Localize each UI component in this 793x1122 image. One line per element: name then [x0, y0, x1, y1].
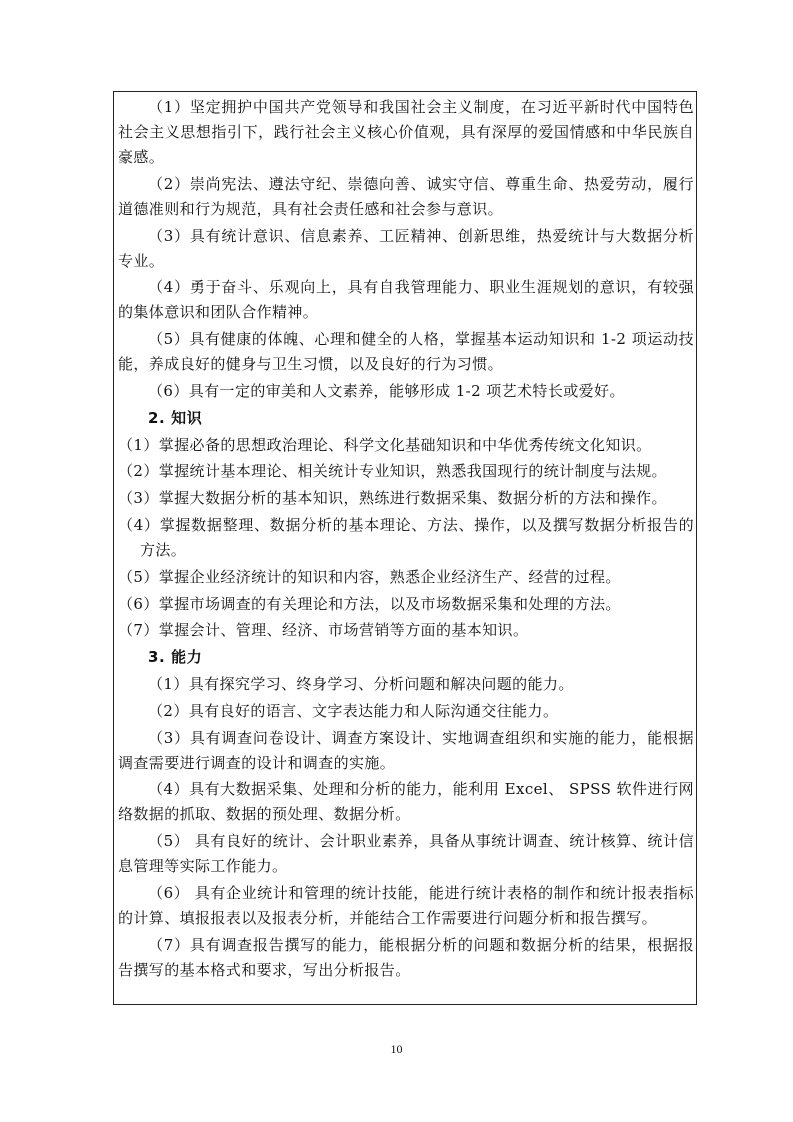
knowledge-item-3: （3）掌握大数据分析的基本知识，熟练进行数据采集、数据分析的方法和操作。: [118, 489, 667, 508]
knowledge-item-2: （2）掌握统计基本理论、相关统计专业知识，熟悉我国现行的统计制度与法规。: [118, 462, 667, 481]
knowledge-item-6: （6）掌握市场调查的有关理论和方法，以及市场数据采集和处理的方法。: [118, 594, 621, 613]
ability-item-2: （2）具有良好的语言、文字表达能力和人际沟通交往能力。: [148, 701, 559, 720]
quality-item-4: （4）勇于奋斗、乐观向上，具有自我管理能力、职业生涯规划的意识，有较强的集体意识和团队合作精神。: [118, 278, 694, 322]
quality-item-3: （3）具有统计意识、信息素养、工匠精神、创新思维，热爱统计与大数据分析专业。: [118, 226, 694, 270]
ability-item-7: （7）具有调查报告撰写的能力，能根据分析的问题和数据分析的结果，根据报告撰写的基本格式和要求，写出分析报告。: [118, 935, 694, 979]
ability-item-6: （6） 具有企业统计和管理的统计技能，能进行统计表格的制作和统计报表指标的计算、填报报表以及报表分析，并能结合工作需要进行问题分析和报告撰写。: [118, 883, 694, 927]
page-number: 10: [390, 1042, 403, 1056]
quality-item-2: （2）崇尚宪法、遵法守纪、崇德向善、诚实守信、尊重生命、热爱劳动，履行道德准则和行为规范，具有社会责任感和社会参与意识。: [118, 174, 694, 218]
knowledge-item-1: （1）掌握必备的思想政治理论、科学文化基础知识和中华优秀传统文化知识。: [118, 435, 652, 454]
ability-heading: 3. 能力: [148, 648, 203, 667]
quality-item-5: （5）具有健康的体魄、心理和健全的人格，掌握基本运动知识和 1-2 项运动技能，养成良好的健身与卫生习惯，以及良好的行为习惯。: [118, 330, 694, 374]
ability-item-3: （3）具有调查问卷设计、调查方案设计、实地调查组织和实施的能力，能根据调查需要进行调查的设计和调查的实施。: [118, 728, 694, 772]
knowledge-item-5: （5）掌握企业经济统计的知识和内容，熟悉企业经济生产、经营的过程。: [118, 567, 621, 586]
ability-item-4: （4）具有大数据采集、处理和分析的能力，能利用 Excel、 SPSS 软件进行网络数据的抓取、数据的预处理、数据分析。: [118, 780, 694, 824]
document-body: [118, 95, 694, 985]
quality-item-6: （6）具有一定的审美和人文素养，能够形成 1-2 项艺术特长或爱好。: [148, 381, 625, 400]
knowledge-item-4: （4）掌握数据整理、数据分析的基本理论、方法、操作，以及撰写数据分析报告的方法。: [118, 515, 694, 559]
knowledge-heading: 2. 知识: [148, 408, 203, 427]
ability-item-5: （5） 具有良好的统计、会计职业素养，具备从事统计调查、统计核算、统计信息管理等实际工作能力。: [118, 832, 694, 876]
knowledge-item-7: （7）掌握会计、管理、经济、市场营销等方面的基本知识。: [118, 621, 529, 640]
quality-item-1: （1）坚定拥护中国共产党领导和我国社会主义制度，在习近平新时代中国特色社会主义思想指引下，践行社会主义核心价值观，具有深厚的爱国情感和中华民族自豪感。: [118, 98, 694, 166]
ability-item-1: （1）具有探究学习、终身学习、分析问题和解决问题的能力。: [148, 674, 574, 693]
